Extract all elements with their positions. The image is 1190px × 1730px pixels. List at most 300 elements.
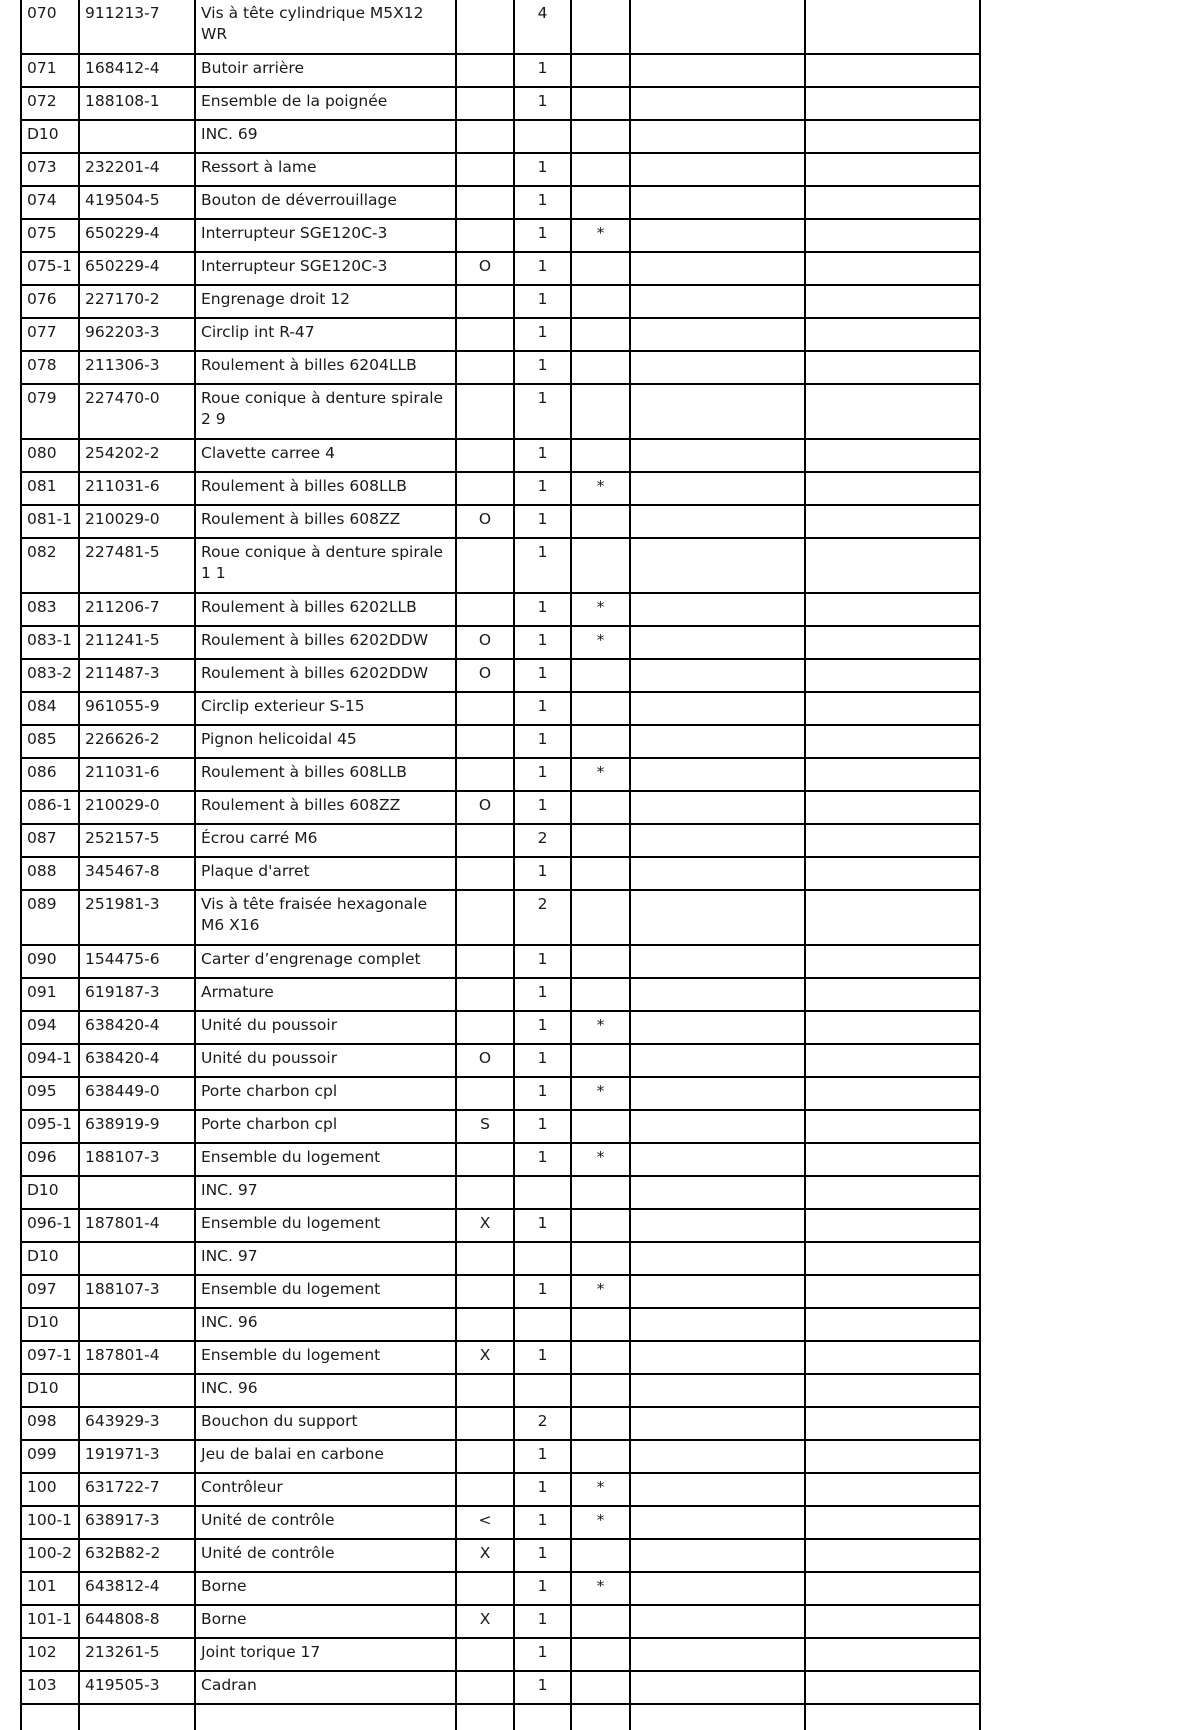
- item-number-cell: 072: [21, 87, 79, 120]
- part-number-cell: 154475-6: [79, 945, 195, 978]
- description-cell: Plaque d'arret: [195, 857, 456, 890]
- description-cell: INC. 97: [195, 1176, 456, 1209]
- quantity-cell: 1: [514, 153, 571, 186]
- item-number-cell: 094: [21, 1011, 79, 1044]
- empty-cell: [630, 1143, 805, 1176]
- empty-cell: [630, 1473, 805, 1506]
- part-number-cell: 962203-3: [79, 318, 195, 351]
- symbol-cell: [456, 758, 514, 791]
- description-cell: Borne: [195, 1605, 456, 1638]
- description-cell: Interrupteur SGE120C-3: [195, 252, 456, 285]
- note-cell: [571, 120, 630, 153]
- empty-cell: [805, 538, 980, 593]
- description-cell: Unité du poussoir: [195, 1044, 456, 1077]
- note-cell: [571, 351, 630, 384]
- description-cell: Roulement à billes 608ZZ: [195, 791, 456, 824]
- table-row: [21, 1209, 980, 1242]
- empty-cell: [630, 725, 805, 758]
- quantity-cell: [514, 1176, 571, 1209]
- empty-cell: [805, 318, 980, 351]
- item-number-cell: 084: [21, 692, 79, 725]
- empty-cell: [805, 54, 980, 87]
- table-row: [21, 1572, 980, 1605]
- item-number-cell: 091: [21, 978, 79, 1011]
- table-row: [21, 1440, 980, 1473]
- part-number-cell: 638420-4: [79, 1011, 195, 1044]
- empty-cell: [630, 186, 805, 219]
- item-number-cell: 076: [21, 285, 79, 318]
- part-number-cell: [79, 1704, 195, 1730]
- part-number-cell: 631722-7: [79, 1473, 195, 1506]
- empty-cell: [805, 626, 980, 659]
- note-cell: [571, 439, 630, 472]
- quantity-cell: 2: [514, 824, 571, 857]
- table-row: [21, 120, 980, 153]
- empty-cell: [805, 120, 980, 153]
- quantity-cell: 1: [514, 791, 571, 824]
- empty-cell: [805, 1605, 980, 1638]
- quantity-cell: [514, 120, 571, 153]
- empty-cell: [805, 1176, 980, 1209]
- note-cell: [571, 824, 630, 857]
- item-number-cell: 097-1: [21, 1341, 79, 1374]
- empty-cell: [630, 791, 805, 824]
- item-number-cell: 095-1: [21, 1110, 79, 1143]
- item-number-cell: 099: [21, 1440, 79, 1473]
- description-cell: Ensemble de la poignée: [195, 87, 456, 120]
- part-number-cell: [79, 1176, 195, 1209]
- note-cell: [571, 1176, 630, 1209]
- quantity-cell: 1: [514, 54, 571, 87]
- empty-cell: [805, 1044, 980, 1077]
- table-row: [21, 1605, 980, 1638]
- table-row: [21, 1671, 980, 1704]
- item-number-cell: D10: [21, 1308, 79, 1341]
- description-cell: Carter d’engrenage complet: [195, 945, 456, 978]
- symbol-cell: X: [456, 1209, 514, 1242]
- note-cell: [571, 505, 630, 538]
- table-row: [21, 439, 980, 472]
- table-row: [21, 1638, 980, 1671]
- empty-cell: [630, 1407, 805, 1440]
- empty-cell: [805, 1275, 980, 1308]
- symbol-cell: [456, 1143, 514, 1176]
- part-number-cell: 187801-4: [79, 1209, 195, 1242]
- empty-cell: [630, 1539, 805, 1572]
- table-row: [21, 857, 980, 890]
- symbol-cell: [456, 472, 514, 505]
- note-cell: [571, 153, 630, 186]
- note-cell: *: [571, 219, 630, 252]
- quantity-cell: 1: [514, 252, 571, 285]
- empty-cell: [630, 285, 805, 318]
- symbol-cell: [456, 153, 514, 186]
- table-row: [21, 54, 980, 87]
- table-row: [21, 945, 980, 978]
- item-number-cell: 086-1: [21, 791, 79, 824]
- symbol-cell: [456, 1275, 514, 1308]
- note-cell: [571, 318, 630, 351]
- symbol-cell: [456, 945, 514, 978]
- empty-cell: [805, 725, 980, 758]
- table-row: [21, 351, 980, 384]
- symbol-cell: [456, 1011, 514, 1044]
- symbol-cell: O: [456, 791, 514, 824]
- part-number-cell: [79, 1242, 195, 1275]
- symbol-cell: [456, 120, 514, 153]
- quantity-cell: 1: [514, 1011, 571, 1044]
- table-row: [21, 626, 980, 659]
- quantity-cell: 1: [514, 1440, 571, 1473]
- table-row: [21, 758, 980, 791]
- note-cell: [571, 890, 630, 945]
- empty-cell: [630, 1110, 805, 1143]
- note-cell: [571, 252, 630, 285]
- table-row: [21, 384, 980, 439]
- symbol-cell: O: [456, 659, 514, 692]
- item-number-cell: 088: [21, 857, 79, 890]
- empty-cell: [805, 857, 980, 890]
- description-cell: Porte charbon cpl: [195, 1110, 456, 1143]
- note-cell: *: [571, 1143, 630, 1176]
- description-cell: Clavette carree 4: [195, 439, 456, 472]
- part-number-cell: [79, 120, 195, 153]
- empty-cell: [630, 758, 805, 791]
- note-cell: [571, 725, 630, 758]
- parts-table: [20, 0, 981, 1730]
- quantity-cell: 1: [514, 1275, 571, 1308]
- empty-cell: [630, 978, 805, 1011]
- item-number-cell: 100-1: [21, 1506, 79, 1539]
- symbol-cell: [456, 54, 514, 87]
- empty-cell: [805, 1473, 980, 1506]
- empty-cell: [630, 384, 805, 439]
- empty-cell: [630, 318, 805, 351]
- table-row: [21, 1275, 980, 1308]
- table-row: [21, 1011, 980, 1044]
- description-cell: Ensemble du logement: [195, 1143, 456, 1176]
- quantity-cell: 1: [514, 1638, 571, 1671]
- description-cell: Circlip int R-47: [195, 318, 456, 351]
- description-cell: Unité de contrôle: [195, 1539, 456, 1572]
- table-row: [21, 1704, 980, 1730]
- empty-cell: [805, 439, 980, 472]
- symbol-cell: O: [456, 1044, 514, 1077]
- description-cell: Ressort à lame: [195, 153, 456, 186]
- part-number-cell: 254202-2: [79, 439, 195, 472]
- item-number-cell: D10: [21, 1242, 79, 1275]
- empty-cell: [630, 1440, 805, 1473]
- item-number-cell: 090: [21, 945, 79, 978]
- symbol-cell: O: [456, 505, 514, 538]
- item-number-cell: D10: [21, 120, 79, 153]
- item-number-cell: 098: [21, 1407, 79, 1440]
- quantity-cell: 1: [514, 725, 571, 758]
- description-cell: Cadran: [195, 1671, 456, 1704]
- symbol-cell: [456, 384, 514, 439]
- table-row: [21, 1308, 980, 1341]
- part-number-cell: 252157-5: [79, 824, 195, 857]
- description-cell: Joint torique 17: [195, 1638, 456, 1671]
- description-cell: Bouchon du support: [195, 1407, 456, 1440]
- quantity-cell: 1: [514, 351, 571, 384]
- empty-cell: [805, 351, 980, 384]
- note-cell: *: [571, 472, 630, 505]
- part-number-cell: 619187-3: [79, 978, 195, 1011]
- table-row: [21, 692, 980, 725]
- empty-cell: [630, 252, 805, 285]
- quantity-cell: 1: [514, 219, 571, 252]
- empty-cell: [805, 1242, 980, 1275]
- empty-cell: [805, 1539, 980, 1572]
- part-number-cell: 188107-3: [79, 1143, 195, 1176]
- empty-cell: [630, 1671, 805, 1704]
- empty-cell: [630, 54, 805, 87]
- symbol-cell: [456, 1308, 514, 1341]
- description-cell: Bouton de déverrouillage: [195, 186, 456, 219]
- symbol-cell: X: [456, 1605, 514, 1638]
- part-number-cell: 191971-3: [79, 1440, 195, 1473]
- item-number-cell: 079: [21, 384, 79, 439]
- table-row: [21, 824, 980, 857]
- item-number-cell: D10: [21, 1374, 79, 1407]
- symbol-cell: [456, 318, 514, 351]
- quantity-cell: 1: [514, 505, 571, 538]
- table-row: [21, 1176, 980, 1209]
- part-number-cell: 211206-7: [79, 593, 195, 626]
- empty-cell: [805, 87, 980, 120]
- empty-cell: [805, 472, 980, 505]
- note-cell: [571, 857, 630, 890]
- empty-cell: [630, 1704, 805, 1730]
- quantity-cell: [514, 1308, 571, 1341]
- description-cell: INC. 96: [195, 1374, 456, 1407]
- symbol-cell: [456, 1077, 514, 1110]
- item-number-cell: 075: [21, 219, 79, 252]
- item-number-cell: D10: [21, 1176, 79, 1209]
- table-row: [21, 725, 980, 758]
- table-row: [21, 978, 980, 1011]
- quantity-cell: 1: [514, 1605, 571, 1638]
- table-row: [21, 219, 980, 252]
- note-cell: *: [571, 626, 630, 659]
- empty-cell: [805, 758, 980, 791]
- description-cell: Ensemble du logement: [195, 1341, 456, 1374]
- item-number-cell: 078: [21, 351, 79, 384]
- part-number-cell: [79, 1308, 195, 1341]
- quantity-cell: 1: [514, 285, 571, 318]
- part-number-cell: 226626-2: [79, 725, 195, 758]
- item-number-cell: 095: [21, 1077, 79, 1110]
- symbol-cell: [456, 692, 514, 725]
- quantity-cell: 1: [514, 1671, 571, 1704]
- empty-cell: [805, 1440, 980, 1473]
- empty-cell: [805, 1407, 980, 1440]
- item-number-cell: 094-1: [21, 1044, 79, 1077]
- symbol-cell: [456, 219, 514, 252]
- item-number-cell: 083: [21, 593, 79, 626]
- item-number-cell: 100: [21, 1473, 79, 1506]
- part-number-cell: 650229-4: [79, 219, 195, 252]
- description-cell: INC. 96: [195, 1308, 456, 1341]
- empty-cell: [630, 824, 805, 857]
- quantity-cell: 1: [514, 758, 571, 791]
- description-cell: Vis à tête fraisée hexagonale M6 X16: [195, 890, 456, 945]
- table-row: [21, 791, 980, 824]
- note-cell: [571, 384, 630, 439]
- empty-cell: [805, 945, 980, 978]
- table-row: [21, 1374, 980, 1407]
- empty-cell: [805, 978, 980, 1011]
- part-number-cell: [79, 1374, 195, 1407]
- item-number-cell: 103: [21, 1671, 79, 1704]
- empty-cell: [630, 1506, 805, 1539]
- part-number-cell: 638449-0: [79, 1077, 195, 1110]
- item-number-cell: 082: [21, 538, 79, 593]
- note-cell: [571, 1440, 630, 1473]
- description-cell: Unité de contrôle: [195, 1506, 456, 1539]
- empty-cell: [630, 1275, 805, 1308]
- empty-cell: [805, 1209, 980, 1242]
- description-cell: [195, 1704, 456, 1730]
- symbol-cell: [456, 1572, 514, 1605]
- table-row: [21, 1473, 980, 1506]
- quantity-cell: 1: [514, 472, 571, 505]
- empty-cell: [630, 593, 805, 626]
- note-cell: *: [571, 1506, 630, 1539]
- note-cell: [571, 54, 630, 87]
- symbol-cell: [456, 593, 514, 626]
- table-row: [21, 593, 980, 626]
- part-number-cell: 211031-6: [79, 758, 195, 791]
- empty-cell: [805, 692, 980, 725]
- item-number-cell: 081-1: [21, 505, 79, 538]
- description-cell: Pignon helicoidal 45: [195, 725, 456, 758]
- table-row: [21, 1143, 980, 1176]
- item-number-cell: 101: [21, 1572, 79, 1605]
- note-cell: [571, 1704, 630, 1730]
- table-row: [21, 285, 980, 318]
- symbol-cell: [456, 1704, 514, 1730]
- empty-cell: [630, 1242, 805, 1275]
- empty-cell: [630, 87, 805, 120]
- quantity-cell: [514, 1704, 571, 1730]
- table-row: [21, 1044, 980, 1077]
- part-number-cell: 227470-0: [79, 384, 195, 439]
- description-cell: Butoir arrière: [195, 54, 456, 87]
- note-cell: [571, 1308, 630, 1341]
- symbol-cell: [456, 538, 514, 593]
- note-cell: [571, 945, 630, 978]
- empty-cell: [630, 439, 805, 472]
- note-cell: [571, 538, 630, 593]
- symbol-cell: [456, 1176, 514, 1209]
- symbol-cell: [456, 1407, 514, 1440]
- empty-cell: [630, 626, 805, 659]
- empty-cell: [630, 890, 805, 945]
- description-cell: Armature: [195, 978, 456, 1011]
- table-row: [21, 890, 980, 945]
- symbol-cell: [456, 1440, 514, 1473]
- parts-table-body: [21, 0, 980, 1730]
- empty-cell: [805, 791, 980, 824]
- symbol-cell: [456, 285, 514, 318]
- description-cell: Vis à tête cylindrique M5X12 WR: [195, 0, 456, 54]
- quantity-cell: 1: [514, 1506, 571, 1539]
- description-cell: Roulement à billes 6202DDW: [195, 659, 456, 692]
- part-number-cell: 632B82-2: [79, 1539, 195, 1572]
- quantity-cell: 1: [514, 439, 571, 472]
- symbol-cell: [456, 725, 514, 758]
- item-number-cell: 080: [21, 439, 79, 472]
- note-cell: [571, 1539, 630, 1572]
- symbol-cell: [456, 978, 514, 1011]
- table-row: [21, 1539, 980, 1572]
- description-cell: Écrou carré M6: [195, 824, 456, 857]
- empty-cell: [805, 1308, 980, 1341]
- part-number-cell: 961055-9: [79, 692, 195, 725]
- quantity-cell: [514, 1242, 571, 1275]
- part-number-cell: 419505-3: [79, 1671, 195, 1704]
- note-cell: [571, 692, 630, 725]
- note-cell: [571, 1374, 630, 1407]
- empty-cell: [805, 219, 980, 252]
- table-row: [21, 1242, 980, 1275]
- description-cell: Roue conique à denture spirale 2 9: [195, 384, 456, 439]
- item-number-cell: 101-1: [21, 1605, 79, 1638]
- empty-cell: [630, 1341, 805, 1374]
- empty-cell: [630, 219, 805, 252]
- item-number-cell: 097: [21, 1275, 79, 1308]
- quantity-cell: 1: [514, 857, 571, 890]
- symbol-cell: [456, 857, 514, 890]
- quantity-cell: 1: [514, 1473, 571, 1506]
- symbol-cell: O: [456, 626, 514, 659]
- note-cell: [571, 978, 630, 1011]
- table-row: [21, 538, 980, 593]
- note-cell: [571, 1110, 630, 1143]
- part-number-cell: 210029-0: [79, 791, 195, 824]
- empty-cell: [805, 153, 980, 186]
- item-number-cell: 077: [21, 318, 79, 351]
- quantity-cell: 1: [514, 1572, 571, 1605]
- symbol-cell: [456, 1473, 514, 1506]
- quantity-cell: 1: [514, 1341, 571, 1374]
- quantity-cell: 1: [514, 945, 571, 978]
- symbol-cell: X: [456, 1539, 514, 1572]
- item-number-cell: 096-1: [21, 1209, 79, 1242]
- item-number-cell: 083-1: [21, 626, 79, 659]
- note-cell: *: [571, 1572, 630, 1605]
- note-cell: [571, 1605, 630, 1638]
- part-number-cell: 232201-4: [79, 153, 195, 186]
- symbol-cell: [456, 439, 514, 472]
- table-row: [21, 472, 980, 505]
- parts-list-page: [20, 0, 979, 1730]
- quantity-cell: 2: [514, 890, 571, 945]
- empty-cell: [630, 1374, 805, 1407]
- empty-cell: [805, 0, 980, 54]
- note-cell: [571, 186, 630, 219]
- table-row: [21, 153, 980, 186]
- table-row: [21, 1341, 980, 1374]
- description-cell: Interrupteur SGE120C-3: [195, 219, 456, 252]
- symbol-cell: O: [456, 252, 514, 285]
- empty-cell: [805, 384, 980, 439]
- part-number-cell: 638919-9: [79, 1110, 195, 1143]
- note-cell: [571, 87, 630, 120]
- table-row: [21, 1407, 980, 1440]
